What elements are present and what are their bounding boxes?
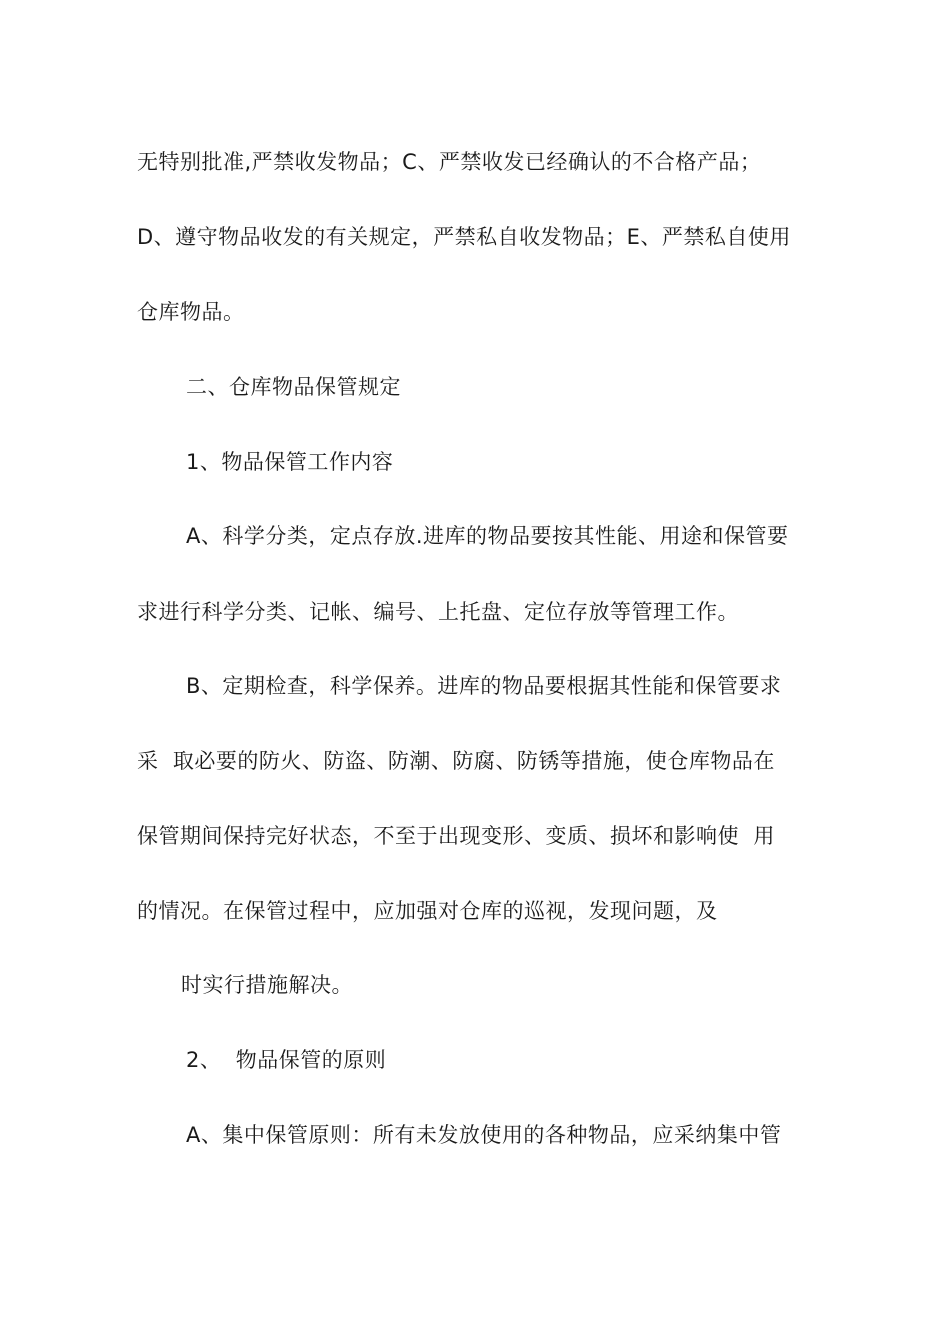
paragraph-line-8: B、定期检查，科学保养。进库的物品要根据其性能和保管要求 [186,674,782,698]
subsection-heading-1: 1、物品保管工作内容 [186,450,394,474]
paragraph-line-6: A、科学分类，定点存放.进库的物品要按其性能、用途和保管要 [186,524,789,548]
paragraph-line-1: 无特别批准,严禁收发物品；C、严禁收发已经确认的不合格产品； [137,150,762,174]
paragraph-line-9: 采 取必要的防火、防盗、防潮、防腐、防锈等措施，使仓库物品在 [137,749,775,773]
paragraph-line-7: 求进行科学分类、记帐、编号、上托盘、定位存放等管理工作。 [137,600,739,624]
paragraph-line-3: 仓库物品。 [137,300,245,324]
paragraph-line-12: 时实行措施解决。 [181,973,353,997]
paragraph-line-2: D、遵守物品收发的有关规定，严禁私自收发物品；E、严禁私自使用 [137,225,791,249]
section-heading: 二、仓库物品保管规定 [186,375,401,399]
paragraph-line-11: 的情况。在保管过程中，应加强对仓库的巡视，发现问题，及 [137,899,718,923]
subsection-heading-2: 2、 物品保管的原则 [186,1048,387,1072]
paragraph-line-10: 保管期间保持完好状态，不至于出现变形、变质、损坏和影响使 用 [137,824,775,848]
paragraph-line-14: A、集中保管原则：所有未发放使用的各种物品，应采纳集中管 [186,1123,782,1147]
